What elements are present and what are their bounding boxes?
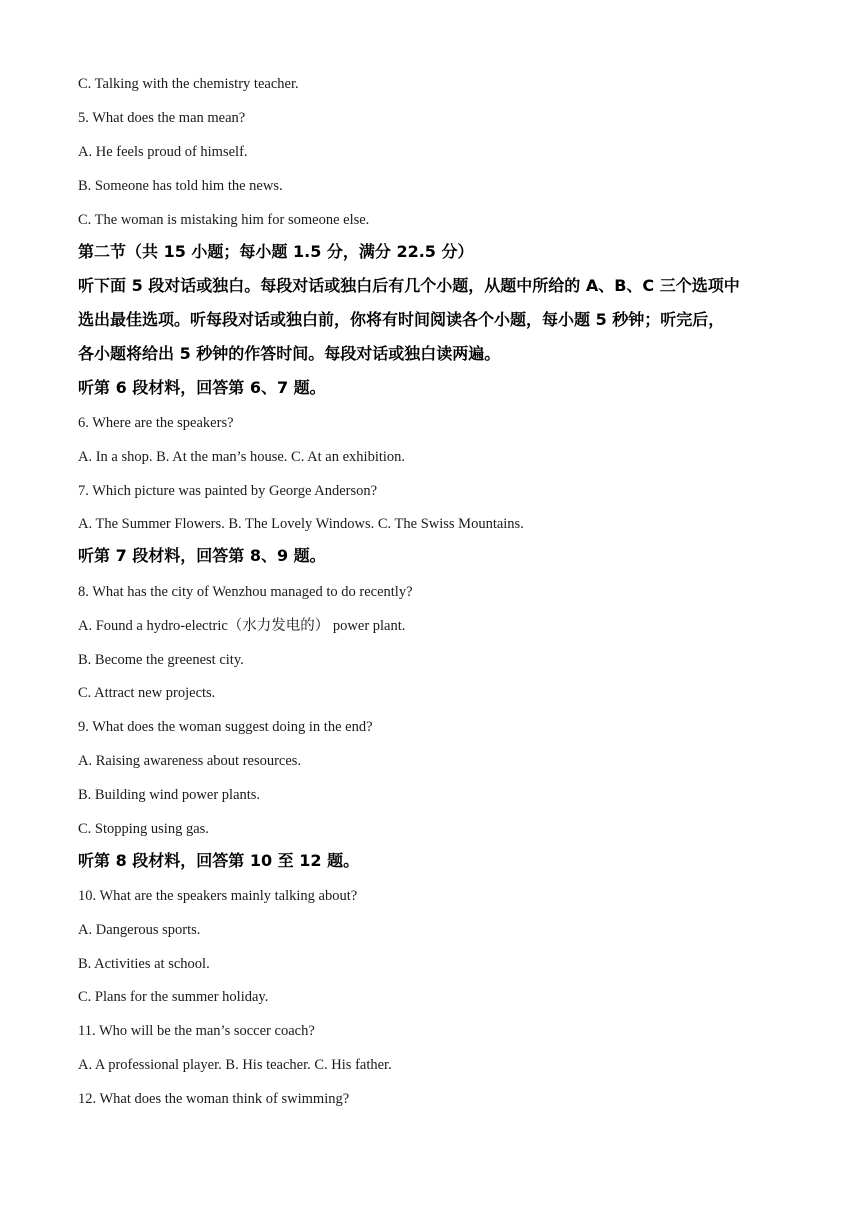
material-7-heading: 听第 7 段材料，回答第 8、9 题。 — [78, 546, 326, 565]
material-8-heading: 听第 8 段材料，回答第 10 至 12 题。 — [78, 851, 360, 870]
option-5a: A. He feels proud of himself. — [78, 144, 248, 160]
option-8c: C. Attract new projects. — [78, 685, 216, 701]
option-9a: A. Raising awareness about resources. — [78, 753, 302, 769]
instructions-line-2: 选出最佳选项。听每段对话或独白前，你将有时间阅读各个小题，每小题 5 秒钟；听完后， — [78, 310, 725, 329]
options-7: A. The Summer Flowers. B. The Lovely Windows. C. The Swiss Mountains. — [78, 516, 524, 532]
question-8: 8. What has the city of Wenzhou managed to do recently? — [78, 584, 413, 600]
option-5b: B. Someone has told him the news. — [78, 178, 283, 194]
options-11: A. A professional player. B. His teacher. C. His father. — [78, 1057, 392, 1073]
option-5c: C. The woman is mistaking him for someone else. — [78, 212, 370, 228]
option-9c: C. Stopping using gas. — [78, 821, 209, 837]
option-8a: A. Found a hydro-electric（水力发电的） power plant. — [78, 618, 406, 634]
option-10b: B. Activities at school. — [78, 956, 210, 972]
section-heading: 第二节（共 15 小题；每小题 1.5 分，满分 22.5 分） — [78, 242, 474, 261]
question-6: 6. Where are the speakers? — [78, 415, 234, 431]
question-9: 9. What does the woman suggest doing in the end? — [78, 719, 373, 735]
option-8b: B. Become the greenest city. — [78, 652, 244, 668]
instructions-line-3: 各小题将给出 5 秒钟的作答时间。每段对话或独白读两遍。 — [78, 344, 501, 363]
material-6-heading: 听第 6 段材料，回答第 6、7 题。 — [78, 378, 326, 397]
question-10: 10. What are the speakers mainly talking about? — [78, 888, 358, 904]
option-10a: A. Dangerous sports. — [78, 922, 201, 938]
question-5: 5. What does the man mean? — [78, 110, 246, 126]
question-7: 7. Which picture was painted by George Anderson? — [78, 483, 378, 499]
option-10c: C. Plans for the summer holiday. — [78, 989, 269, 1005]
option-9b: B. Building wind power plants. — [78, 787, 261, 803]
instructions-line-1: 听下面 5 段对话或独白。每段对话或独白后有几个小题，从题中所给的 A、B、C 三个选项中 — [78, 276, 740, 295]
question-11: 11. Who will be the man’s soccer coach? — [78, 1023, 315, 1039]
question-12: 12. What does the woman think of swimming? — [78, 1091, 350, 1107]
options-6: A. In a shop. B. At the man’s house. C. At an exhibition. — [78, 449, 406, 465]
option-4c: C. Talking with the chemistry teacher. — [78, 76, 299, 92]
